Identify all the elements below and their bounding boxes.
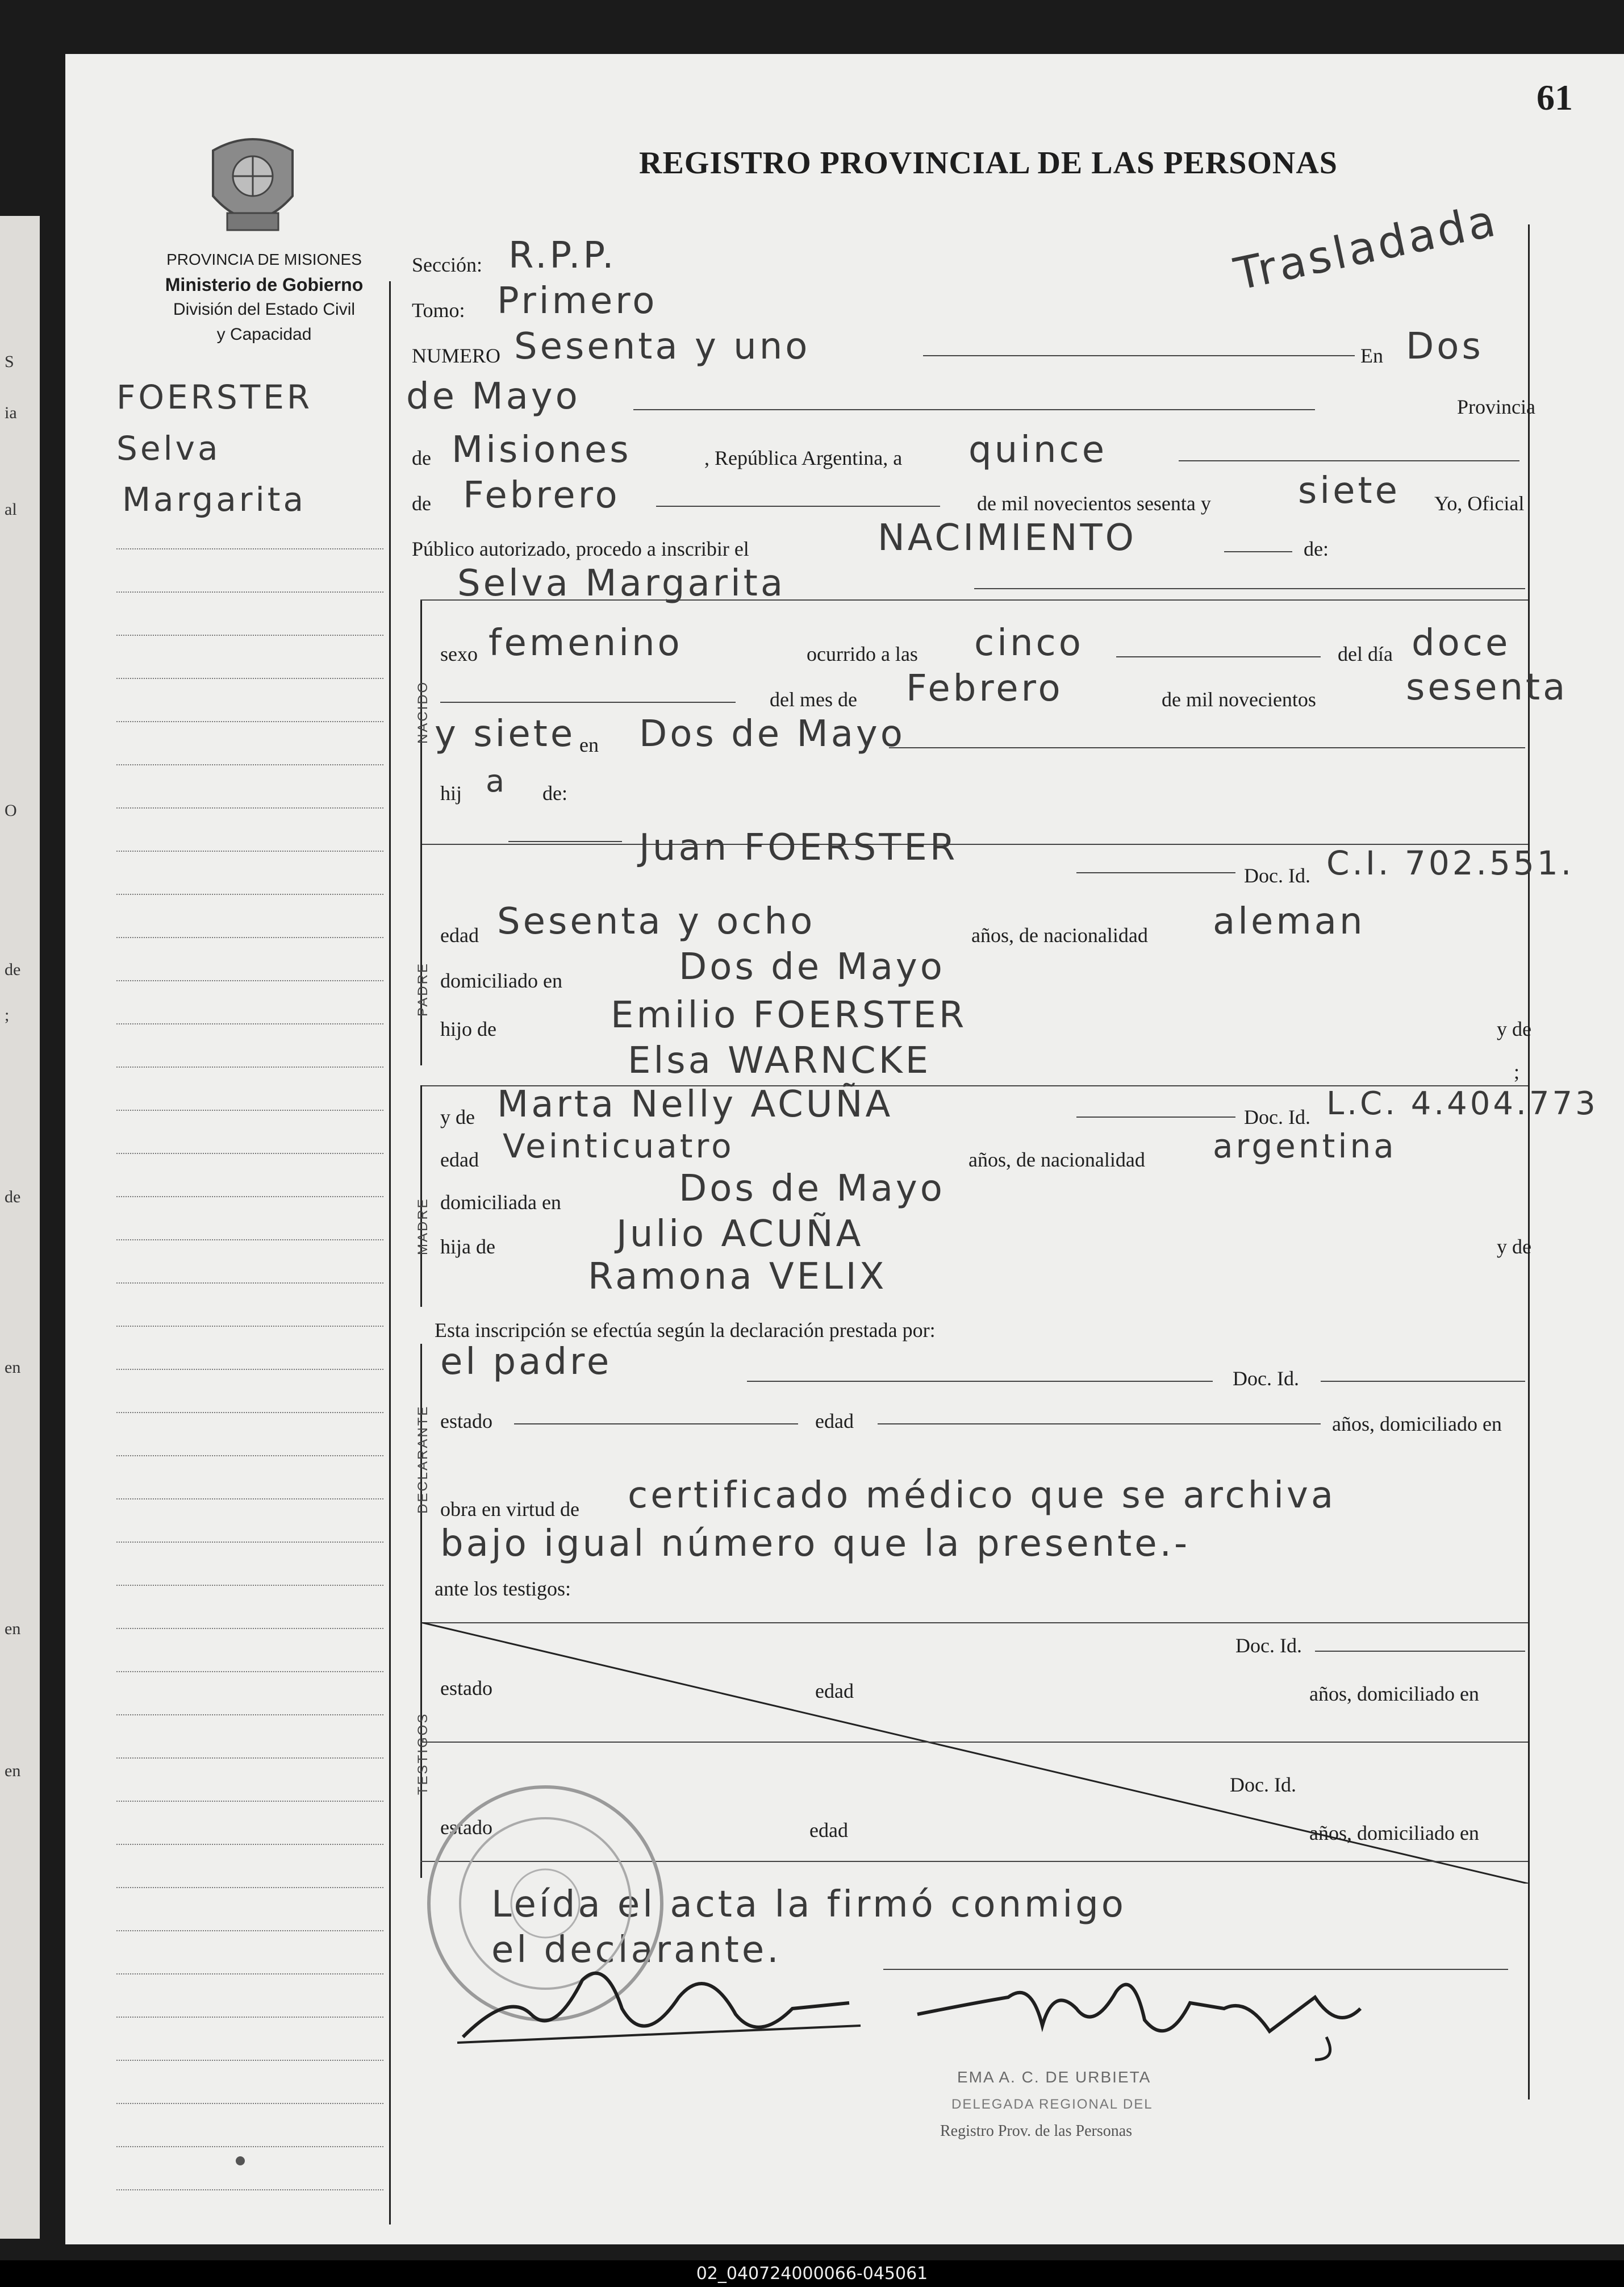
image-caption: 02_040724000066-045061 <box>0 2260 1624 2287</box>
de-colon-label: de: <box>1304 538 1329 560</box>
de-mil-sesenta-label: de mil novecientos sesenta y <box>977 492 1211 515</box>
esta-inscripcion-label: Esta inscripción se efectúa según la declaración prestada por: <box>435 1319 936 1342</box>
declarant-edad-label: edad <box>815 1410 854 1432</box>
margin-rule <box>116 1023 383 1024</box>
margin-rule <box>116 1844 383 1845</box>
mother-y-de-2-label: y de <box>1497 1235 1531 1258</box>
page-title: REGISTRO PROVINCIAL DE LAS PERSONAS <box>639 145 1338 181</box>
record-type-value: NACIMIENTO <box>878 517 1137 559</box>
province-line: PROVINCIA DE MISIONES <box>166 251 362 268</box>
margin-rule <box>116 2060 383 2061</box>
mother-y-de-label: y de <box>440 1106 475 1128</box>
mother-nac-label: años, de nacionalidad <box>968 1148 1145 1171</box>
closing-line2-value: el declarante. <box>491 1929 782 1971</box>
margin-rule <box>116 1067 383 1068</box>
witness2-doc-label: Doc. Id. <box>1230 1773 1296 1796</box>
margin-rule <box>116 980 383 981</box>
margin-rule <box>116 678 383 679</box>
child-name-value: Selva Margarita <box>457 563 786 605</box>
section-padre: PADRE <box>415 962 431 1017</box>
witness1-doc-label: Doc. Id. <box>1235 1634 1302 1657</box>
closing-line1-value: Leída el acta la firmó conmigo <box>491 1884 1126 1926</box>
ocurrido-label: ocurrido a las <box>807 643 918 665</box>
numero-label: NUMERO <box>412 344 501 367</box>
father-edad-label: edad <box>440 924 479 947</box>
declarant-signature-icon <box>440 1946 872 2063</box>
seccion-value: R.P.P. <box>508 235 617 277</box>
paternal-grandfather-value: Emilio FOERSTER <box>611 994 967 1036</box>
margin-rule <box>116 1628 383 1629</box>
tomo-label: Tomo: <box>412 299 465 322</box>
father-doc-value: C.I. 702.551. <box>1326 844 1575 882</box>
year-siete-value: siete <box>1298 470 1400 512</box>
previous-page-edge: S ia al O de ; de en en en <box>0 216 40 2239</box>
de-label-2: de <box>412 492 431 515</box>
stamp-name: EMA A. C. DE URBIETA <box>957 2068 1151 2086</box>
republica-label: , República Argentina, a <box>704 447 903 469</box>
coat-of-arms-icon <box>202 134 304 244</box>
ministry-line: Ministerio de Gobierno <box>165 274 364 295</box>
declarant-doc-label: Doc. Id. <box>1233 1367 1299 1390</box>
mother-domicile-value: Dos de Mayo <box>679 1168 945 1210</box>
seccion-label: Sección: <box>412 253 482 276</box>
obra-line1-value: certificado médico que se archiva <box>628 1474 1337 1517</box>
declarant-value: el padre <box>440 1341 612 1383</box>
margin-rule <box>116 1671 383 1672</box>
witness1-edad-label: edad <box>815 1680 854 1702</box>
annotation-trasladada: Trasladada <box>1230 195 1502 301</box>
margin-surname: FOERSTER <box>116 378 313 416</box>
capacity-line: y Capacidad <box>216 325 312 344</box>
mother-doc-label: Doc. Id. <box>1244 1106 1310 1128</box>
mother-nationality-value: argentina <box>1213 1127 1397 1165</box>
margin-rule <box>116 1369 383 1370</box>
birth-year-value: sesenta <box>1406 666 1568 709</box>
maternal-grandmother-value: Ramona VELIX <box>588 1256 887 1298</box>
obra-virtud-label: obra en virtud de <box>440 1498 579 1520</box>
father-name-value: Juan FOERSTER <box>639 827 958 869</box>
margin-rule <box>116 721 383 722</box>
father-domicile-value: Dos de Mayo <box>679 946 945 988</box>
mother-doc-value: L.C. 4.404.773 <box>1326 1085 1598 1122</box>
margin-rule <box>116 548 383 549</box>
hij-suffix-value: a <box>486 763 508 799</box>
section-testigos: TESTIGOS <box>415 1712 431 1795</box>
father-nac-label: años, de nacionalidad <box>971 924 1148 947</box>
birth-day-value: doce <box>1412 622 1511 664</box>
margin-rule <box>116 591 383 593</box>
margin-rule <box>116 1239 383 1240</box>
margin-rule <box>116 1498 383 1499</box>
margin-rule <box>116 1930 383 1931</box>
father-domicilio-label: domiciliado en <box>440 969 562 992</box>
father-nationality-value: aleman <box>1213 901 1366 943</box>
mother-domicilio-label: domiciliada en <box>440 1191 561 1214</box>
margin-rule <box>116 764 383 765</box>
provincia-label: Provincia <box>1457 395 1535 418</box>
margin-rule <box>116 1282 383 1284</box>
margin-rule <box>116 1110 383 1111</box>
margin-rule <box>116 1585 383 1586</box>
place-en-value: Dos <box>1406 326 1484 368</box>
margin-first-name: Selva <box>116 429 221 468</box>
declarant-anos-label: años, domiciliado en <box>1332 1413 1502 1435</box>
father-hijo-label: hijo de <box>440 1018 496 1040</box>
margin-rule <box>116 1801 383 1802</box>
margin-rule <box>116 1542 383 1543</box>
hij-de-label: de: <box>542 782 567 805</box>
declarant-estado-label: estado <box>440 1410 492 1432</box>
del-dia-label: del día <box>1338 643 1393 665</box>
stamp-role: DELEGADA REGIONAL DEL <box>951 2097 1153 2112</box>
margin-rule <box>116 2189 383 2190</box>
issuing-authority <box>133 247 395 347</box>
section-declarante: DECLARANTE <box>415 1405 431 1514</box>
month-value: Febrero <box>463 474 620 516</box>
tomo-value: Primero <box>497 280 658 322</box>
margin-middle-name: Margarita <box>122 480 307 519</box>
margin-rule <box>116 2017 383 2018</box>
sex-value: femenino <box>489 622 683 664</box>
margin-rule <box>116 635 383 636</box>
mother-name-value: Marta Nelly ACUÑA <box>497 1084 894 1126</box>
margin-rule <box>116 1326 383 1327</box>
margin-rule <box>116 1887 383 1888</box>
witness2-anos-label: años, domiciliado en <box>1309 1822 1479 1844</box>
de-label: de <box>412 447 431 469</box>
sexo-label: sexo <box>440 643 478 665</box>
margin-rule <box>116 807 383 809</box>
father-y-de-label: y de <box>1497 1018 1531 1040</box>
mother-hija-label: hija de <box>440 1235 495 1258</box>
right-border <box>1528 224 1530 2099</box>
father-doc-label: Doc. Id. <box>1244 864 1310 887</box>
day-value: quince <box>968 429 1108 471</box>
father-age-value: Sesenta y ocho <box>497 901 816 943</box>
en-label: En <box>1360 344 1383 367</box>
margin-rule <box>116 1196 383 1197</box>
margin-rule <box>116 1153 383 1154</box>
margin-rule <box>116 1757 383 1759</box>
provincia-value: Misiones <box>452 429 632 471</box>
ink-dot <box>236 2156 245 2165</box>
publico-label: Público autorizado, procedo a inscribir el <box>412 538 749 560</box>
birth-month-value: Febrero <box>906 668 1063 710</box>
del-mes-label: del mes de <box>770 688 857 711</box>
hij-label: hij <box>440 782 462 805</box>
stamp-office: Registro Prov. de las Personas <box>940 2122 1133 2140</box>
mother-edad-label: edad <box>440 1148 479 1171</box>
maternal-grandfather-value: Julio ACUÑA <box>616 1213 864 1255</box>
witness2-estado-label: estado <box>440 1816 492 1839</box>
margin-rule <box>116 1714 383 1715</box>
registry-page <box>65 54 1624 2244</box>
birth-year-cont-value: y siete <box>435 713 576 755</box>
numero-value: Sesenta y uno <box>514 326 811 368</box>
section-madre: MADRE <box>415 1197 431 1255</box>
official-signature-icon <box>906 1963 1417 2068</box>
division-line: División del Estado Civil <box>173 300 356 319</box>
witness2-edad-label: edad <box>809 1819 848 1842</box>
hour-value: cinco <box>974 622 1084 664</box>
de-mil-label: de mil novecientos <box>1162 688 1316 711</box>
margin-rule <box>116 894 383 895</box>
margin-rule <box>116 1973 383 1974</box>
witness1-estado-label: estado <box>440 1677 492 1699</box>
obra-line2-value: bajo igual número que la presente.- <box>440 1523 1191 1565</box>
margin-rule <box>116 1412 383 1413</box>
margin-rule <box>116 2146 383 2147</box>
margin-rule <box>116 1455 383 1456</box>
semicolon-mark: ; <box>1514 1060 1520 1083</box>
ante-testigos-label: ante los testigos: <box>435 1577 571 1600</box>
margin-rule <box>116 937 383 938</box>
margin-rule <box>116 2103 383 2104</box>
page-number: 61 <box>1537 77 1573 118</box>
en-lower-label: en <box>579 734 599 756</box>
yo-oficial-label: Yo, Oficial <box>1434 492 1525 515</box>
birth-place-value: Dos de Mayo <box>639 713 905 755</box>
place-cont-value: de Mayo <box>406 376 581 418</box>
margin-rule <box>116 851 383 852</box>
mother-age-value: Veinticuatro <box>503 1127 734 1165</box>
witness1-anos-label: años, domiciliado en <box>1309 1682 1479 1705</box>
column-border <box>389 281 391 2224</box>
paternal-grandmother-value: Elsa WARNCKE <box>628 1040 932 1082</box>
section-nacido: NACIDO <box>415 680 431 744</box>
